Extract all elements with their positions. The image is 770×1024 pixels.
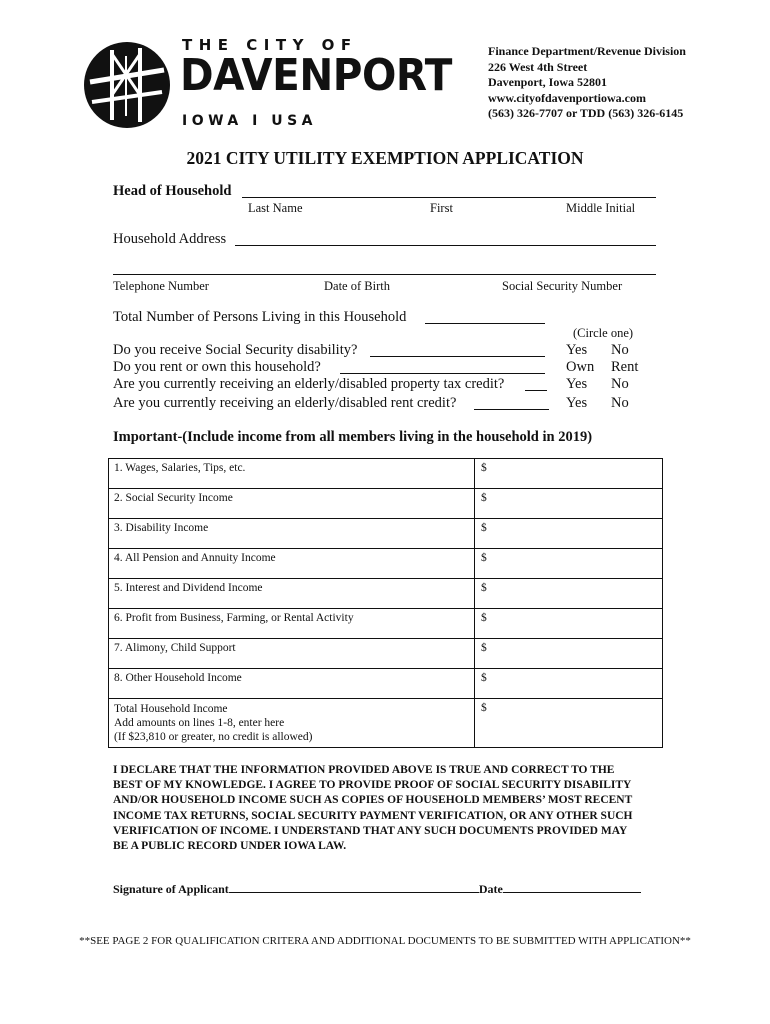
bridge-logo-icon: [82, 40, 172, 130]
table-row: [109, 639, 663, 669]
income-amount-field[interactable]: $: [475, 459, 663, 489]
rent-own-field[interactable]: [340, 373, 545, 374]
city-logo: [82, 36, 452, 132]
contact-block: [488, 44, 686, 122]
income-table: [108, 458, 663, 748]
table-row: [109, 489, 663, 519]
income-label: 3. Disability Income: [109, 519, 475, 549]
head-of-household-label: Head of Household: [113, 183, 232, 199]
rent-credit-field[interactable]: [474, 409, 549, 410]
total-persons-label: Total Number of Persons Living in this Household: [113, 309, 407, 325]
income-amount-field[interactable]: $: [475, 579, 663, 609]
household-address-field[interactable]: [235, 245, 656, 246]
logo-line3: IOWA I USA: [182, 113, 318, 129]
total-income-line3: (If $23,810 or greater, no credit is allowed): [114, 731, 313, 743]
footer-note: **SEE PAGE 2 FOR QUALIFICATION CRITERA AND ADDITIONAL DOCUMENTS TO BE SUBMITTED WITH APPLICATION**: [79, 935, 691, 947]
option-rent[interactable]: Rent: [611, 359, 639, 375]
income-amount-field[interactable]: $: [475, 669, 663, 699]
signature-row: [113, 882, 641, 897]
income-label: 7. Alimony, Child Support: [109, 639, 475, 669]
last-name-label: Last Name: [248, 201, 303, 215]
question-property-tax-credit: Are you currently receiving an elderly/disabled property tax credit?: [113, 376, 505, 392]
table-row: [109, 669, 663, 699]
income-label: 8. Other Household Income: [109, 669, 475, 699]
income-amount-field[interactable]: $: [475, 489, 663, 519]
total-persons-field[interactable]: [425, 323, 545, 324]
total-income-amount-field[interactable]: $: [475, 699, 663, 748]
page-title: 2021 CITY UTILITY EXEMPTION APPLICATION: [186, 148, 584, 168]
income-label: 4. All Pension and Annuity Income: [109, 549, 475, 579]
logo-line2: DAVENPORT: [180, 50, 452, 101]
question-ss-disability: Do you receive Social Security disability?: [113, 342, 358, 358]
income-amount-field[interactable]: $: [475, 519, 663, 549]
total-income-label: [109, 699, 475, 748]
income-amount-field[interactable]: $: [475, 609, 663, 639]
logo-line1: THE CITY OF: [182, 36, 358, 54]
option-yes[interactable]: Yes: [566, 395, 588, 411]
ss-disability-field[interactable]: [370, 356, 545, 357]
telephone-label: Telephone Number: [113, 279, 209, 293]
head-of-household-field[interactable]: [242, 197, 656, 198]
income-label: 2. Social Security Income: [109, 489, 475, 519]
household-address-label: Household Address: [113, 231, 227, 247]
date-of-birth-label: Date of Birth: [324, 279, 390, 293]
option-no[interactable]: No: [611, 376, 629, 392]
option-yes[interactable]: Yes: [566, 376, 588, 392]
income-amount-field[interactable]: $: [475, 639, 663, 669]
contact-department: Finance Department/Revenue Division: [488, 44, 686, 58]
signature-label: Signature of Applicant: [113, 882, 229, 896]
table-row: [109, 459, 663, 489]
contact-phone: (563) 326-7707 or TDD (563) 326-6145: [488, 106, 684, 121]
table-row: [109, 549, 663, 579]
question-rent-own: Do you rent or own this household?: [113, 359, 321, 375]
income-amount-field[interactable]: $: [475, 549, 663, 579]
property-tax-credit-field[interactable]: [525, 390, 547, 391]
contact-city: Davenport, Iowa 52801: [488, 75, 607, 90]
contact-website: www.cityofdavenportiowa.com: [488, 90, 646, 105]
address-second-line-field[interactable]: [113, 274, 656, 275]
table-row: [109, 609, 663, 639]
contact-street: 226 West 4th Street: [488, 59, 588, 74]
circle-one-label: (Circle one): [573, 326, 634, 340]
option-no[interactable]: No: [611, 395, 629, 411]
first-name-label: First: [430, 201, 453, 215]
important-note: Important-(Include income from all members living in the household in 2019): [113, 429, 593, 445]
income-label: 6. Profit from Business, Farming, or Rental Activity: [109, 609, 475, 639]
table-row-total: [109, 699, 663, 748]
table-row: [109, 579, 663, 609]
date-field[interactable]: [503, 882, 641, 893]
option-no[interactable]: No: [611, 342, 629, 358]
total-income-line1: Total Household Income: [114, 703, 228, 715]
table-row: [109, 519, 663, 549]
date-label: Date: [478, 882, 503, 896]
ssn-label: Social Security Number: [502, 279, 623, 293]
declaration-text: I DECLARE THAT THE INFORMATION PROVIDED ABOVE IS TRUE AND CORRECT TO THE BEST OF MY KNOWLEDGE. I AGREE TO PROVIDE PROOF OF SOCIAL SECURITY DISABILITY AND/OR HOUSEHOLD INCOME SUCH AS COPIES OF HOUSEHOLD MEMBERS’ MOST RECENT INCOME TAX RETURNS, SOCIAL SECURITY PAYMENT VERIFICATION, OR ANY OTHER SUCH VERIFICATION OF INCOME. I UNDERSTAND THAT ANY SUCH DOCUMENTS PROVIDED MAY BE A PUBLIC RECORD UNDER IOWA LAW.: [113, 764, 633, 853]
signature-field[interactable]: [229, 882, 479, 893]
total-income-line2: Add amounts on lines 1-8, enter here: [114, 717, 285, 729]
option-own[interactable]: Own: [566, 359, 595, 375]
income-label: 1. Wages, Salaries, Tips, etc.: [109, 459, 475, 489]
income-label: 5. Interest and Dividend Income: [109, 579, 475, 609]
option-yes[interactable]: Yes: [566, 342, 588, 358]
question-rent-credit: Are you currently receiving an elderly/disabled rent credit?: [113, 395, 457, 411]
middle-initial-label: Middle Initial: [566, 201, 636, 215]
